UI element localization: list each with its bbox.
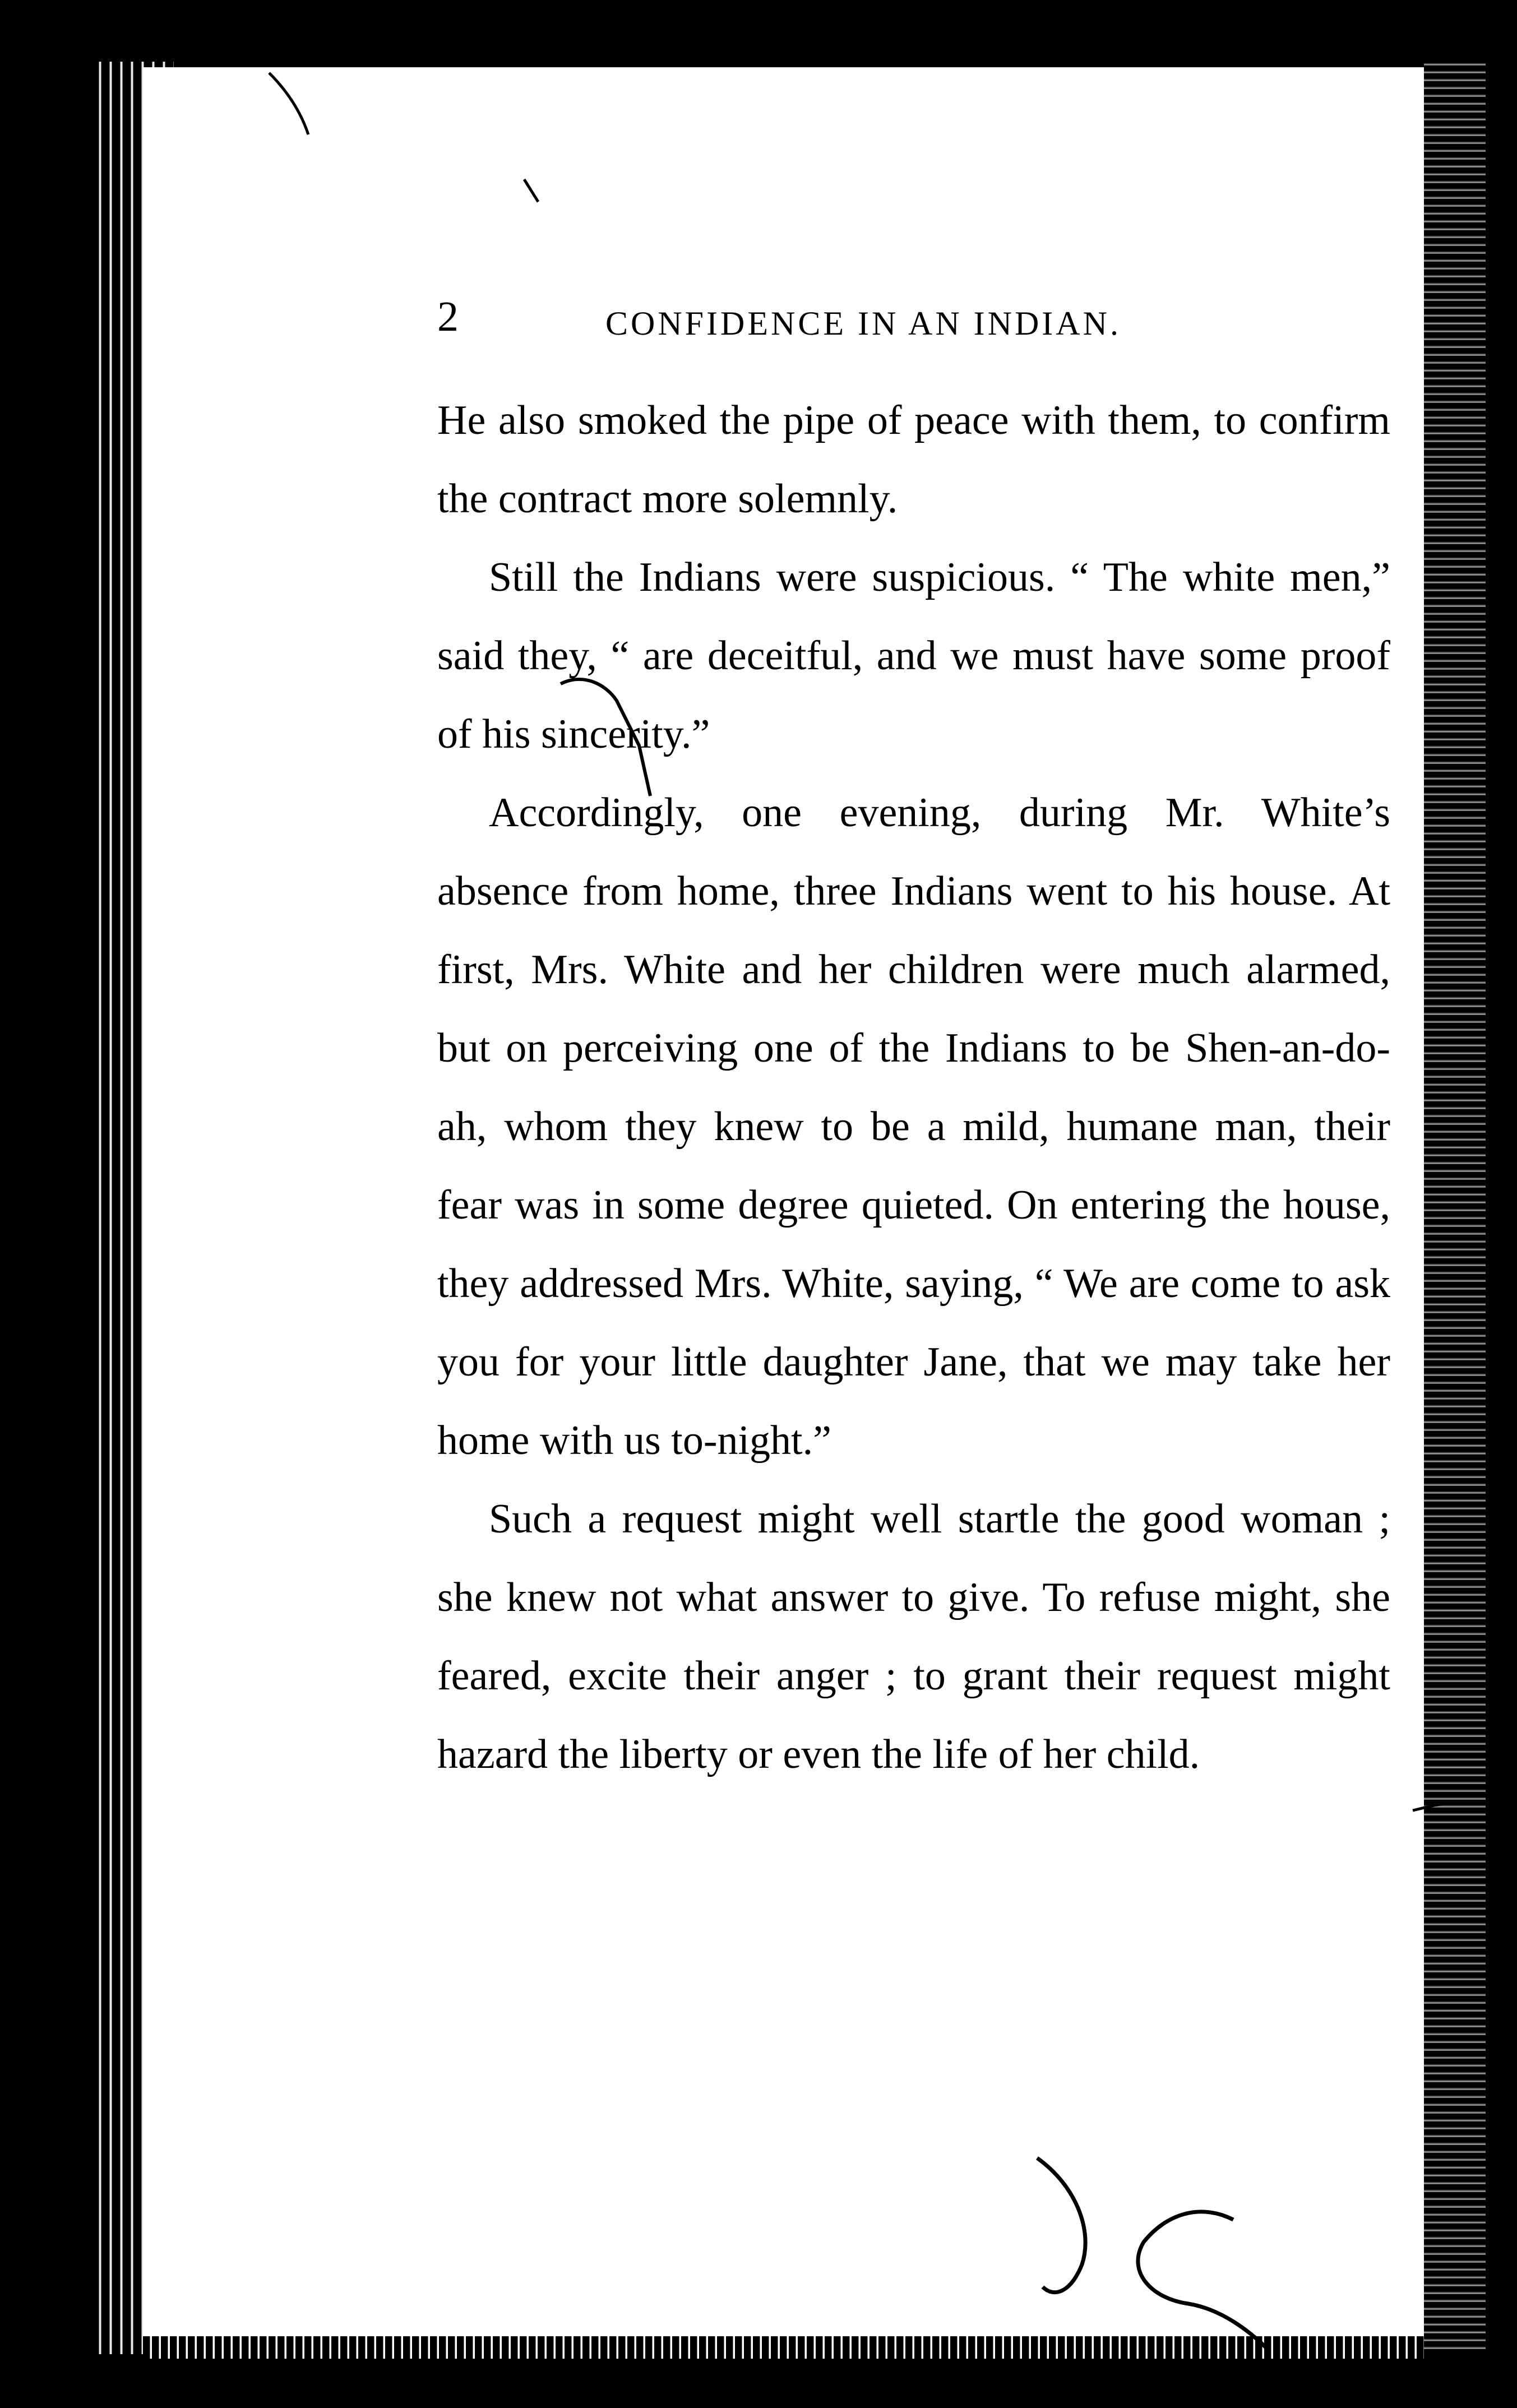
paragraph: Accordingly, one evening, during Mr. White’s absence from home, three Indians went to his house. At first, Mrs. White and her children were much alarmed, but on perceiving one of the Indians to be Shen-an-do-ah, whom they knew to be a mild, humane man, their fear was in some degree quieted. On entering the house, they addressed Mrs. White, saying, “ We are come to ask you for your little daughter Jane, that we may take her home with us to-night.”: [437, 790, 1390, 1464]
page-header: [437, 289, 1390, 345]
paragraph: Such a request might well startle the good woman ; she knew not what answer to give. To refuse might, she feared, excite their anger ; to grant their request might hazard the liberty or even the life of her child.: [437, 1496, 1390, 1777]
paragraph: He also smoked the pipe of peace with them, to confirm the contract more solemnly.: [437, 397, 1390, 522]
running-title: CONFIDENCE IN AN INDIAN.: [605, 305, 1121, 342]
page-body: [437, 381, 1390, 1794]
page-right-edge: [1424, 62, 1486, 2354]
paragraph: Still the Indians were suspicious. “ The white men,” said they, “ are deceitful, and we must have some proof of his sincerity.”: [437, 554, 1390, 757]
page-bottom-edge: [143, 2336, 1424, 2359]
page-number: 2: [437, 293, 459, 340]
